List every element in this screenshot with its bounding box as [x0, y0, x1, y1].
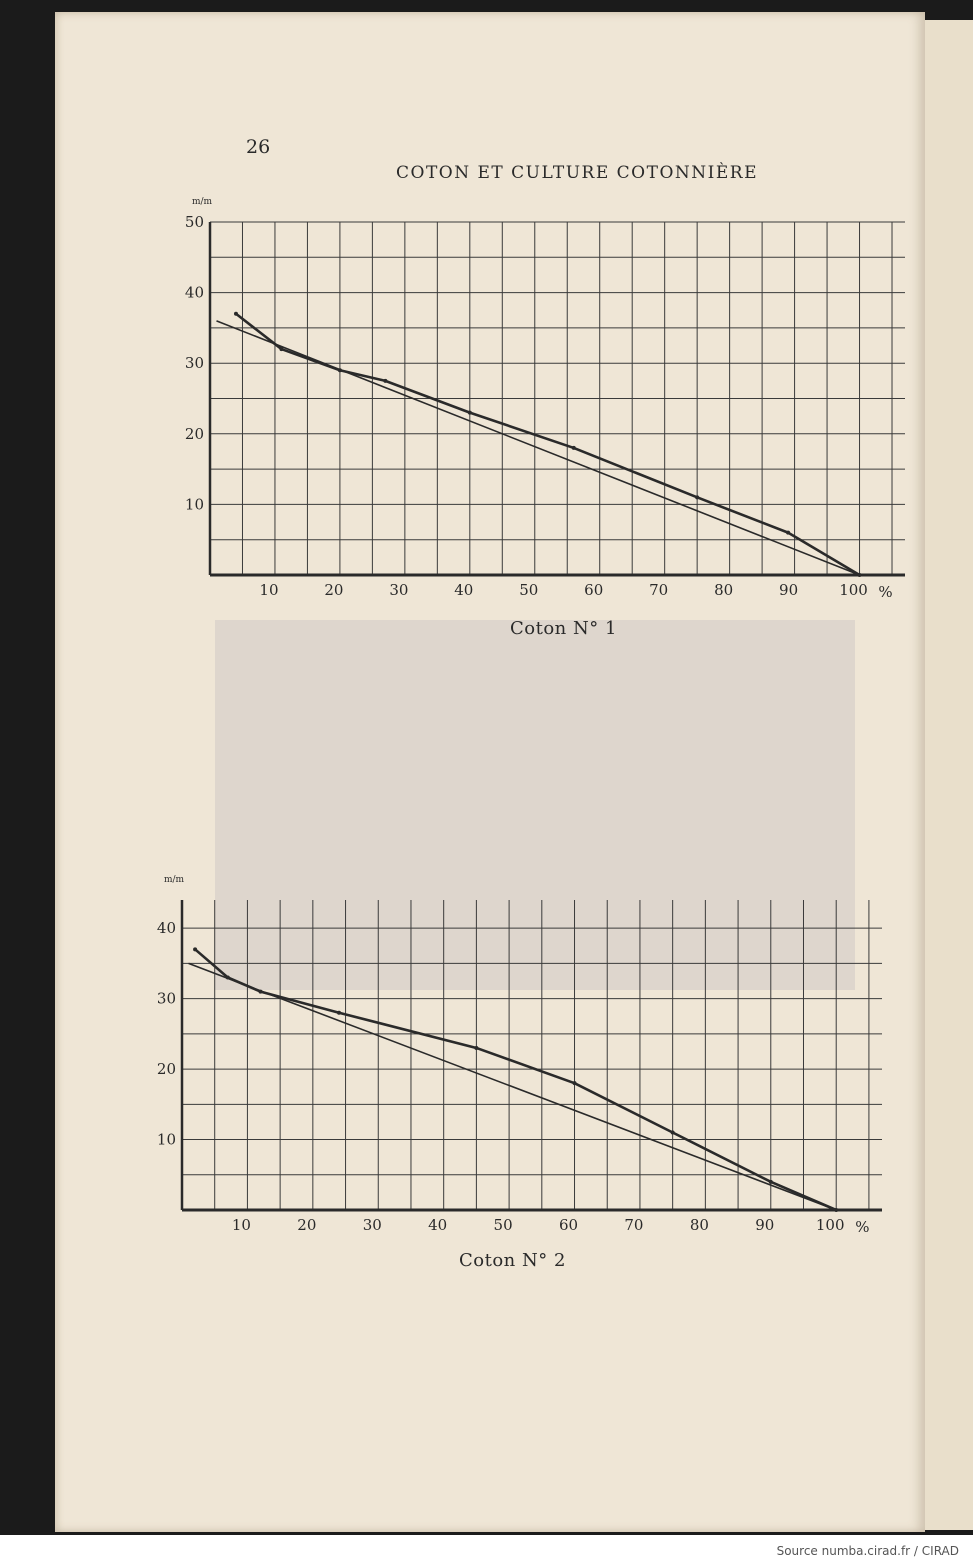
y-tick-label: 20: [184, 424, 204, 443]
series-point: [695, 495, 699, 499]
series-point: [573, 1081, 577, 1085]
x-tick-label: 60: [584, 581, 604, 599]
x-tick-label: 70: [624, 1216, 644, 1234]
chart-2-title: Coton N° 2: [459, 1250, 566, 1271]
series-point: [337, 1011, 341, 1015]
series-point: [468, 411, 472, 415]
series-line-2: [216, 321, 859, 575]
y-tick-label: 40: [184, 283, 204, 302]
x-tick-label: 70: [649, 581, 669, 599]
x-tick-label: 20: [297, 1216, 317, 1234]
x-tick-label: 100: [815, 1216, 845, 1234]
x-tick-label: 60: [558, 1216, 579, 1234]
y-axis-unit: m/m: [163, 875, 185, 885]
x-tick-label: 50: [493, 1216, 513, 1234]
y-tick-label: 40: [156, 919, 176, 938]
series-point: [786, 531, 790, 535]
series-point: [474, 1046, 478, 1050]
series-line-1: [236, 314, 860, 575]
y-axis-unit: m/m: [191, 197, 213, 207]
series-line-2: [189, 963, 837, 1210]
series-point: [383, 379, 387, 383]
x-tick-label: 30: [389, 581, 409, 599]
x-tick-label: 100: [839, 581, 868, 599]
x-tick-label: 10: [259, 581, 279, 599]
chart-coton-1: [185, 197, 905, 601]
x-tick-label: 30: [362, 1216, 382, 1234]
page-number: 26: [246, 136, 271, 158]
series-point: [193, 947, 197, 951]
y-tick-label: 10: [184, 495, 204, 514]
y-tick-label: 30: [184, 354, 204, 373]
source-credit: Source numba.cirad.fr / CIRAD: [776, 1544, 959, 1558]
x-tick-label: 80: [714, 581, 734, 599]
series-point: [234, 312, 238, 316]
bleed-through-texture: [215, 620, 855, 990]
y-tick-label: 50: [184, 213, 204, 231]
running-title: COTON ET CULTURE COTONNIÈRE: [396, 163, 758, 183]
series-point: [671, 1131, 675, 1135]
series-point: [769, 1180, 773, 1184]
y-tick-label: 20: [156, 1060, 176, 1079]
x-tick-label: 90: [779, 581, 799, 599]
x-tick-label: 50: [519, 581, 539, 599]
chart-1-title: Coton N° 1: [510, 618, 617, 639]
x-tick-label: 40: [454, 581, 474, 599]
x-tick-label: 10: [231, 1216, 251, 1234]
x-tick-label: 90: [755, 1216, 775, 1234]
x-tick-label: 40: [428, 1216, 448, 1234]
series-point: [572, 446, 576, 450]
x-axis-unit: %: [878, 583, 893, 601]
x-tick-label: 80: [689, 1216, 709, 1234]
x-tick-label: 20: [324, 581, 344, 599]
y-tick-label: 30: [156, 989, 176, 1008]
x-axis-unit: %: [855, 1218, 870, 1236]
y-tick-label: 10: [156, 1130, 176, 1149]
